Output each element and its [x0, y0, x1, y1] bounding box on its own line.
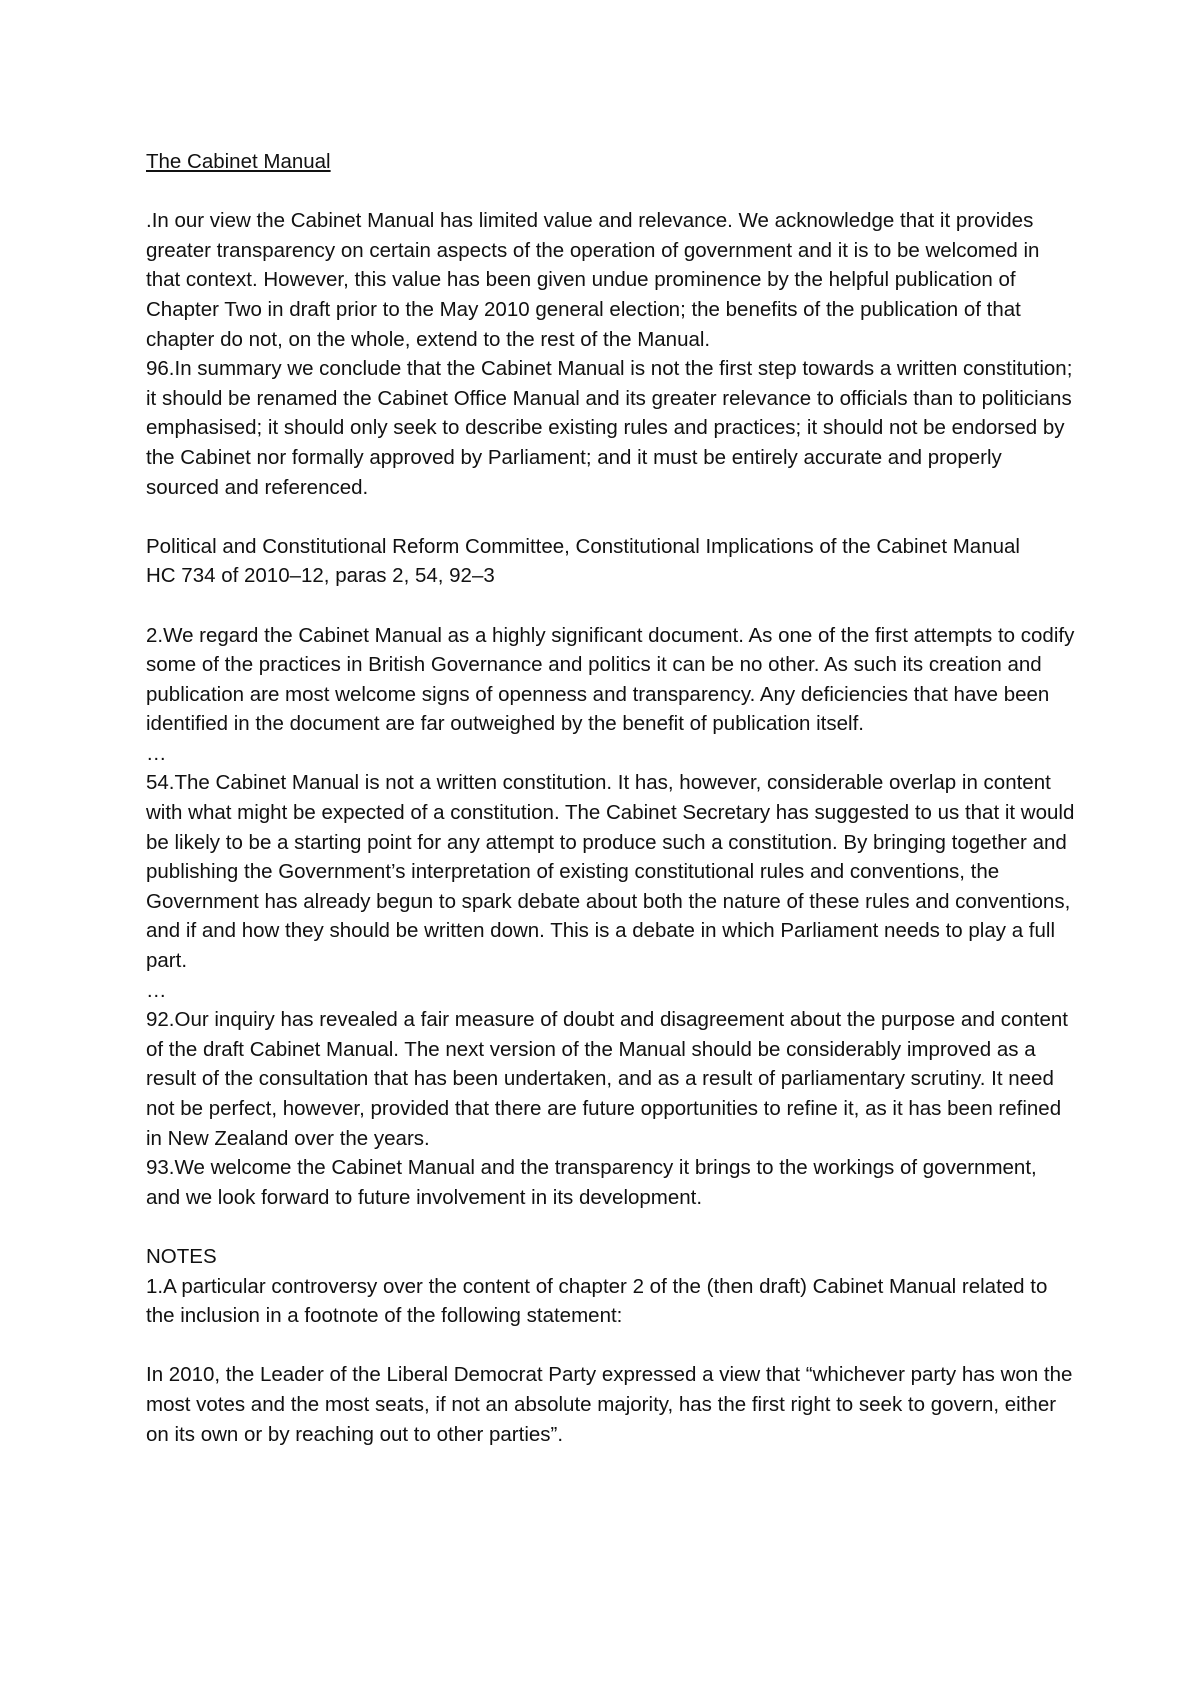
intro-paragraph-96: 96.In summary we conclude that the Cabinet Manual is not the first step towards a written constitution; it should be renamed the Cabinet Office Manual and its greater relevance to officials than to politicians emphasised; it should only seek to describe existing rules and practices; it should not be endorsed by the Cabinet nor formally approved by Parliament; and it must be entirely accurate and properly sourced and referenced. — [146, 357, 1073, 499]
spacer — [146, 591, 1076, 621]
paragraph-92: 92.Our inquiry has revealed a fair measure of doubt and disagreement about the purpose and content of the draft Cabinet Manual. The next version of the Manual should be considerably improved as a result of the consultation that has been undertaken, and as a result of parliamentary scrutiny. It need not be perfect, however, provided that there are future opportunities to refine it, as it has been refined in New Zealand over the years. — [146, 1008, 1068, 1150]
quoted-statement: In 2010, the Leader of the Liberal Democrat Party expressed a view that “whichever party has won the most votes and the most seats, if not an absolute majority, has the first right to seek to govern, either on its own or by reaching out to other parties”. — [146, 1363, 1073, 1446]
ellipsis: … — [146, 741, 167, 765]
document-page — [146, 147, 1076, 1449]
paragraph-2: 2.We regard the Cabinet Manual as a highly significant document. As one of the first attempts to codify some of the practices in British Governance and politics it can be no other. As such its creation and publication are most welcome signs of openness and transparency. Any deficiencies that have been identified in the document are far outweighed by the benefit of publication itself. — [146, 623, 1075, 736]
paragraph-93: 93.We welcome the Cabinet Manual and the transparency it brings to the workings of government, and we look forward to future involvement in its development. — [146, 1156, 1037, 1209]
source-citation: Political and Constitutional Reform Committee, Constitutional Implications of the Cabinet Manual — [146, 534, 1020, 558]
paragraph-54: 54.The Cabinet Manual is not a written constitution. It has, however, considerable overlap in content with what might be expected of a constitution. The Cabinet Secretary has suggested to us that it would be likely to be a starting point for any attempt to produce such a constitution. By bringing together and publishing the Government’s interpretation of existing constitutional rules and conventions, the Government has already begun to spark debate about both the nature of these rules and conventions, and if and how they should be written down. This is a debate in which Parliament needs to play a full part. — [146, 771, 1075, 973]
spacer — [146, 1331, 1076, 1361]
document-title: The Cabinet Manual — [146, 150, 331, 173]
spacer — [146, 502, 1076, 532]
note-1: 1.A particular controversy over the content of chapter 2 of the (then draft) Cabinet Manual related to the inclusion in a footnote of the following statement: — [146, 1274, 1048, 1328]
spacer — [146, 177, 1076, 207]
ellipsis: … — [146, 978, 167, 1002]
intro-paragraph-1: .In our view the Cabinet Manual has limited value and relevance. We acknowledge that it provides greater transparency on certain aspects of the operation of government and it is to be welcomed in that context. However, this value has been given undue prominence by the helpful publication of Chapter Two in draft prior to the May 2010 general election; the benefits of the publication of that chapter do not, on the whole, extend to the rest of the Manual. — [146, 209, 1040, 351]
spacer — [146, 1212, 1076, 1242]
source-reference: HC 734 of 2010–12, paras 2, 54, 92–3 — [146, 564, 495, 588]
notes-heading: NOTES — [146, 1244, 217, 1268]
